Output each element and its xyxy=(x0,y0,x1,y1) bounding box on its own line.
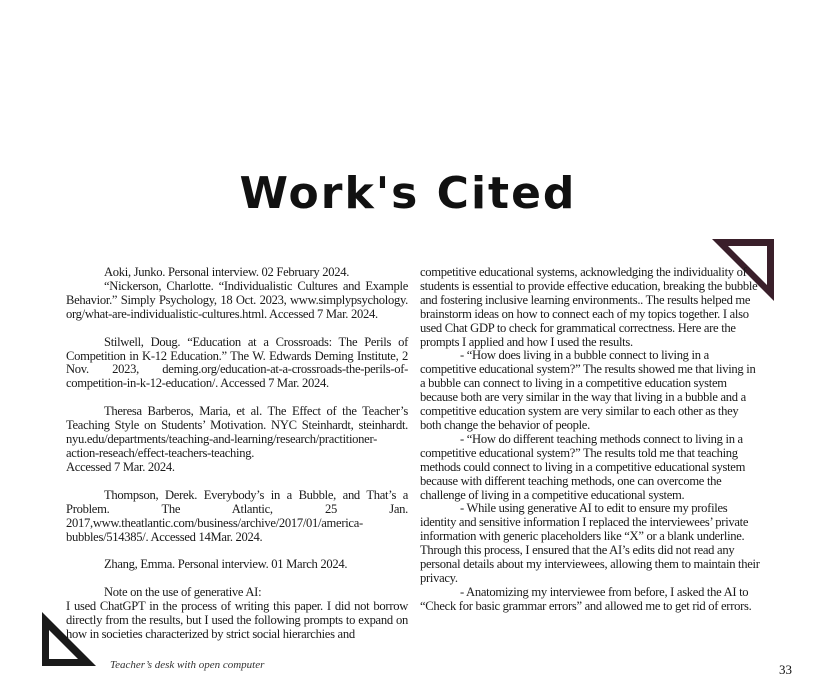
ai-note xyxy=(66,586,408,642)
ai-note-right-column xyxy=(420,266,760,614)
citation-barberos xyxy=(66,405,408,475)
citation-stilwell xyxy=(66,336,408,392)
ai-note-paragraph: competitive educational systems, acknowledging the individuality of students is essential to provide effective education, breaking the bubble and fostering inclusive learning environments.. The results helped me brainstorm ideas on how to connect each of my topics together. I also used Chat GDP to check for grammatical correctness. Here are the prompts I applied and how I used the results. xyxy=(420,265,758,349)
ai-prompt-item: - Anatomizing my interviewee from before, I asked the AI to “Check for basic grammar errors” and allowed me to get rid of errors. xyxy=(420,584,752,613)
citation-text: Theresa Barberos, Maria, et al. The Effect of the Teacher’s Teaching Style on Students’ Motivation. NYC Steinhardt, steinhardt. nyu.edu/departments/teaching-and-learning/research/practitioner-action-reseach/effect-teachers-teaching. xyxy=(66,404,408,460)
works-cited-left-column xyxy=(66,266,408,642)
citation-zhang xyxy=(66,558,408,572)
page-number: 33 xyxy=(779,662,792,677)
citation-text: Aoki, Junko. Personal interview. 02 February 2024. xyxy=(104,265,350,279)
citation-text: Zhang, Emma. Personal interview. 01 March 2024. xyxy=(104,557,348,572)
image-caption: Teacher’s desk with open computer xyxy=(110,659,265,671)
ai-prompt-item: - While using generative AI to edit to ensure my profiles identity and sensitive information I replaced the interviewees’ private information with generic placeholders like “X” or a blank underline. Through this process, I ensured that the AI’s edits did not read any personal details about my interviewees, allowing them to maintain their privacy. xyxy=(420,501,760,585)
ai-note-heading: Note on the use of generative AI: xyxy=(104,585,262,600)
citation-text: “Nickerson, Charlotte. “Individualistic Cultures and Example Behavior.” Simply Psychology, 18 Oct. 2023, www.simplypsychology. org/what-are-individualistic-cultures.html. Accessed 7 Mar. 2024. xyxy=(66,278,408,321)
ai-prompt-item: - “How do different teaching methods connect to living in a competitive educational system?” The results told me that teaching methods could connect to living in a competitive educational system because with different teaching methods, one can overcome the challenge of living in a competitive educational system. xyxy=(420,431,746,502)
citation-text: Thompson, Derek. Everybody’s in a Bubble, and That’s a Problem. The Atlantic, 25 Jan. 2017,www.theatlantic.com/business/archive/2017/01/america-bubbles/514385/. Accessed 14Mar. 2024. xyxy=(66,487,408,544)
page-title: Work's Cited xyxy=(239,168,577,219)
ai-note-text: I used ChatGPT in the process of writing this paper. I did not borrow directly from the results, but I used the following prompts to expand on how in societies characterized by strict social hierarchies and xyxy=(66,599,408,642)
citation-aoki-nickerson xyxy=(66,266,408,322)
citation-thompson xyxy=(66,489,408,545)
citation-text: Accessed 7 Mar. 2024. xyxy=(66,459,175,474)
ai-prompt-item: - “How does living in a bubble connect to living in a competitive educational system?” The results showed me that living in a bubble can connect to living in a competitive education system because both are very similar in the way that living in a bubble and a competitive education system are very similar to each other as they both change the behavior of people. xyxy=(420,348,756,432)
citation-text: Stilwell, Doug. “Education at a Crossroads: The Perils of Competition in K-12 Education.” The W. Edwards Deming Institute, 2 Nov. 2023, deming.org/education-at-a-crossroads-the-perils-of-competition-in-k-12-education/. Accessed 7 Mar. 2024. xyxy=(66,334,408,391)
